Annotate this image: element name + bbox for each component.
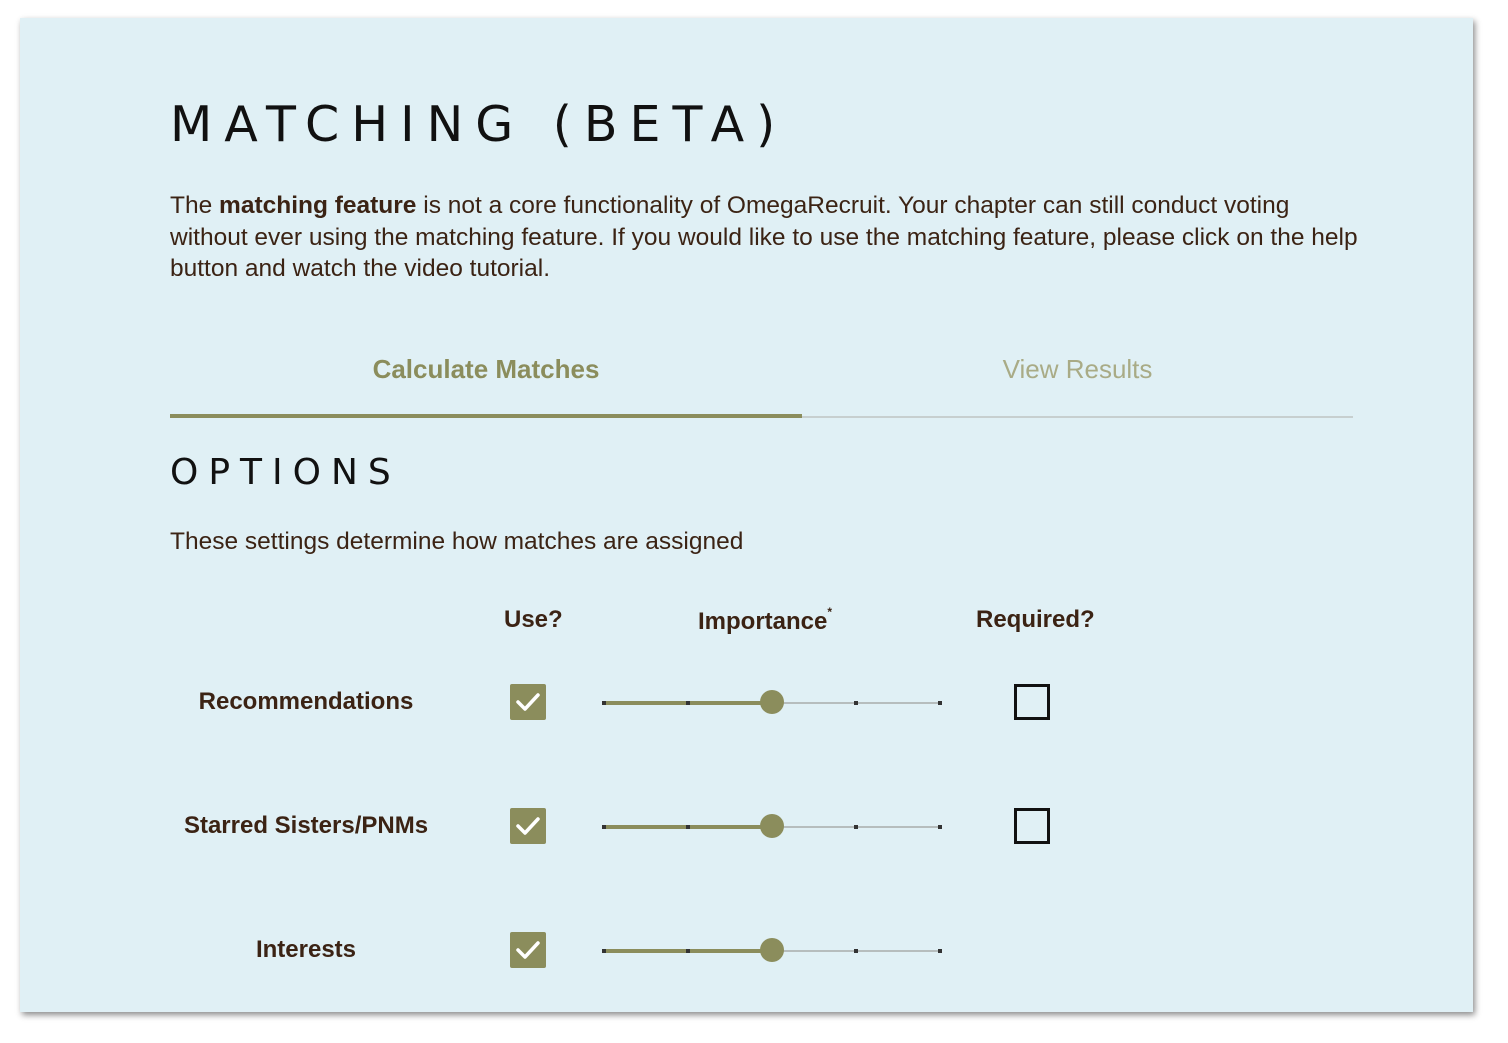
use-checkbox[interactable]	[510, 808, 546, 844]
slider-tick	[602, 701, 606, 705]
slider-tick	[854, 701, 858, 705]
tab-bar	[170, 348, 1353, 418]
use-checkbox[interactable]	[510, 932, 546, 968]
tab-view-results[interactable]: View Results	[802, 348, 1353, 418]
option-row	[20, 796, 1473, 856]
importance-slider[interactable]	[604, 946, 940, 956]
intro-bold: matching feature	[219, 192, 417, 219]
required-checkbox[interactable]	[1014, 808, 1050, 844]
column-required: Required?	[976, 606, 1095, 633]
option-label: Recommendations	[198, 688, 414, 715]
slider-thumb[interactable]	[760, 814, 784, 838]
matching-panel	[20, 18, 1473, 1012]
intro-prefix: The	[170, 192, 220, 219]
tab-calculate-matches[interactable]: Calculate Matches	[170, 348, 802, 418]
page-title: MATCHING (BETA)	[170, 96, 788, 153]
column-importance	[698, 605, 833, 636]
slider-thumb[interactable]	[760, 690, 784, 714]
column-use: Use?	[504, 606, 563, 633]
column-importance-label: Importance	[698, 608, 828, 635]
slider-tick	[602, 949, 606, 953]
options-description: These settings determine how matches are assigned	[170, 528, 744, 555]
use-checkbox[interactable]	[510, 684, 546, 720]
slider-tick	[938, 949, 942, 953]
slider-tick	[938, 825, 942, 829]
slider-thumb[interactable]	[760, 938, 784, 962]
slider-tick	[686, 825, 690, 829]
slider-tick	[854, 949, 858, 953]
intro-text	[170, 190, 1360, 285]
option-row	[20, 672, 1473, 732]
slider-tick	[854, 825, 858, 829]
slider-tick	[686, 701, 690, 705]
intro-suffix: is not a core functionality of OmegaRecruit. Your chapter can still conduct voting without ever using the matching feature. If you would like to use the matching feature, please click on the help button and watch the video tutorial.	[170, 192, 1358, 282]
importance-asterisk: *	[827, 605, 833, 619]
slider-tick	[938, 701, 942, 705]
slider-tick	[602, 825, 606, 829]
options-title: OPTIONS	[170, 452, 401, 493]
importance-slider[interactable]	[604, 822, 940, 832]
option-label: Starred Sisters/PNMs	[183, 812, 429, 839]
option-row	[20, 920, 1473, 980]
importance-slider[interactable]	[604, 698, 940, 708]
slider-tick	[686, 949, 690, 953]
option-label: Interests	[255, 936, 357, 963]
required-checkbox[interactable]	[1014, 684, 1050, 720]
